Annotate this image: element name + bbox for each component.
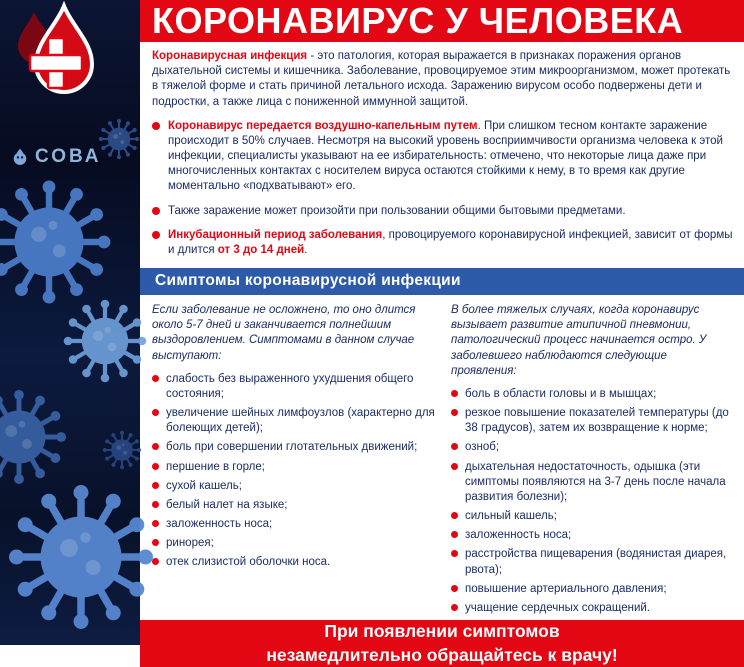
bullet3-mid: , провоцируемого коронавирусной инфекцией, зависит от формы и длится — [168, 228, 733, 256]
bullet-dot-icon — [152, 207, 160, 215]
incubation-bullet — [152, 228, 734, 258]
symptom-text: першение в горле; — [166, 460, 265, 473]
symptoms-section-header — [140, 268, 744, 295]
bullet-dot-icon — [451, 390, 458, 397]
symptom-item — [152, 517, 435, 532]
symptom-text: дыхательная недостаточность, одышка (эти симптомы появляются на 3-7 день после начала развития болезни); — [465, 460, 726, 503]
severe-symptoms-column — [451, 303, 734, 620]
symptom-text: озноб; — [465, 441, 500, 454]
bullet-dot-icon — [152, 375, 159, 382]
sova-logo-text: СОВА — [35, 146, 102, 167]
mild-symptoms-list — [152, 372, 435, 571]
symptom-item — [152, 440, 435, 455]
household-bullet — [152, 204, 734, 219]
title-bar — [140, 0, 744, 42]
cta-line1: При появлении симптомов — [324, 621, 560, 642]
symptom-text: сухой кашель; — [166, 479, 242, 492]
bullet-dot-icon — [451, 604, 458, 611]
symptom-item — [451, 460, 734, 506]
symptom-text: повышение артериального давления; — [465, 582, 667, 595]
severe-symptoms-intro: В более тяжелых случаях, когда коронавирус вызывает развитие атипичной пневмонии, патологический процесс начинается остро. У заболевшего наблюдаются следующие проявления: — [451, 304, 707, 377]
symptom-text: заложенность носа; — [166, 518, 273, 531]
symptom-item — [152, 555, 435, 570]
bullet-dot-icon — [451, 463, 458, 470]
bullet-dot-icon — [152, 231, 160, 239]
mild-symptoms-intro: Если заболевание не осложнено, то оно длится около 5-7 дней и заканчивается полнейшим выздоровлением. Симптомами в данном случае выступают: — [152, 304, 416, 362]
bullet-dot-icon — [152, 122, 160, 130]
symptom-item — [152, 460, 435, 475]
main-column — [140, 0, 744, 665]
symptom-text: белый налет на языке; — [166, 498, 288, 511]
sova-logo — [10, 146, 102, 168]
symptom-item — [152, 406, 435, 436]
virus-particle-icon — [102, 430, 142, 470]
mild-symptoms-column — [152, 303, 435, 620]
symptom-text: слабость без выраженного ухудшения общего состояния; — [166, 372, 414, 400]
bullet-dot-icon — [451, 550, 458, 557]
symptom-text: отек слизистой оболочки носа. — [166, 556, 331, 569]
symptom-text: увеличение шейных лимфоузлов (характерно для болеющих детей); — [166, 407, 435, 435]
symptom-item — [152, 372, 435, 402]
call-to-action-banner — [140, 620, 744, 667]
symptom-item — [451, 582, 734, 597]
bullet-dot-icon — [451, 531, 458, 538]
symptom-item — [451, 509, 734, 524]
bullet-dot-icon — [152, 443, 159, 450]
intro-lead: Коронавирусная инфекция — [152, 50, 308, 62]
virus-particle-icon — [6, 482, 156, 632]
bullet1-bold: Коронавирус передается воздушно-капельным путем — [168, 119, 478, 132]
symptom-text: сильный кашель; — [465, 510, 557, 523]
bullet2-text: Также заражение может произойти при пользовании общими бытовыми предметами. — [168, 204, 626, 217]
transmission-bullet — [152, 119, 734, 195]
bullet-dot-icon — [451, 512, 458, 519]
symptom-text: заложенность носа; — [465, 529, 572, 542]
symptom-text: учащение сердечных сокращений. — [465, 601, 651, 614]
bullet-dot-icon — [451, 409, 458, 416]
blood-drop-cross-icon — [8, 2, 108, 114]
severe-symptoms-list — [451, 387, 734, 616]
symptom-text: ринорея; — [166, 537, 214, 550]
symptom-item — [451, 440, 734, 455]
virus-particle-icon — [0, 388, 68, 486]
symptom-item — [451, 387, 734, 402]
owl-icon — [10, 147, 30, 167]
bullet-dot-icon — [451, 443, 458, 450]
symptom-item — [451, 406, 734, 436]
virus-particle-icon — [98, 118, 140, 160]
page-title: КОРОНАВИРУС У ЧЕЛОВЕКА — [152, 0, 684, 41]
symptom-item — [152, 498, 435, 513]
intro-paragraph — [152, 49, 734, 110]
symptom-text: боль в области головы и в мышцах; — [465, 387, 657, 400]
symptom-item — [451, 528, 734, 543]
bullet-dot-icon — [451, 585, 458, 592]
symptoms-section-title: Симптомы коронавирусной инфекции — [155, 272, 461, 290]
symptom-text: боль при совершении глотательных движений; — [166, 441, 418, 454]
virus-particle-icon — [0, 178, 113, 306]
bullet-dot-icon — [152, 409, 159, 416]
symptom-text: расстройства пищеварения (водянистая диарея, рвота); — [465, 548, 727, 576]
symptom-text: резкое повышение показателей температуры (до 38 градусов), затем их возвращение к норме; — [465, 407, 729, 435]
content-area — [140, 42, 744, 620]
symptom-item — [451, 547, 734, 577]
symptoms-columns — [152, 303, 734, 620]
bullet1-text: . При слишком тесном контакте заражение происходит в 50% случаев. Несмотря на высокий уровень восприимчивости организма человека к этой инфекции, специалисты указывают на ее избирательность: отмечено, что некоторые лица даже при многочисленных контактах с носителем вируса остаются стойкими к нему, в то время как другие моментально «подхватывают» его. — [168, 119, 723, 193]
symptom-item — [152, 536, 435, 551]
bullet3-bold1: Инкубационный период заболевания — [168, 228, 383, 241]
cta-line2: незамедлительно обращайтесь к врачу! — [266, 644, 618, 665]
intro-text: - это патология, которая выражается в признаках поражения органов дыхательной системы и кишечника. Заболевание, провоцируемое этим микроорганизмом, может протекать в тяжелой форме и стать причиной летального исхода. Заражению вирусом особо подвержены дети и подростки, а также лица с пониженной иммунной защитой. — [152, 50, 731, 108]
bullet3-bold2: от 3 до 14 дней — [217, 243, 305, 256]
bullet3-end: . — [304, 243, 308, 256]
sidebar-art — [0, 0, 140, 645]
virus-particle-icon — [62, 298, 148, 384]
symptom-item — [152, 479, 435, 494]
bullet-dot-icon — [152, 463, 159, 470]
symptom-item — [451, 601, 734, 616]
